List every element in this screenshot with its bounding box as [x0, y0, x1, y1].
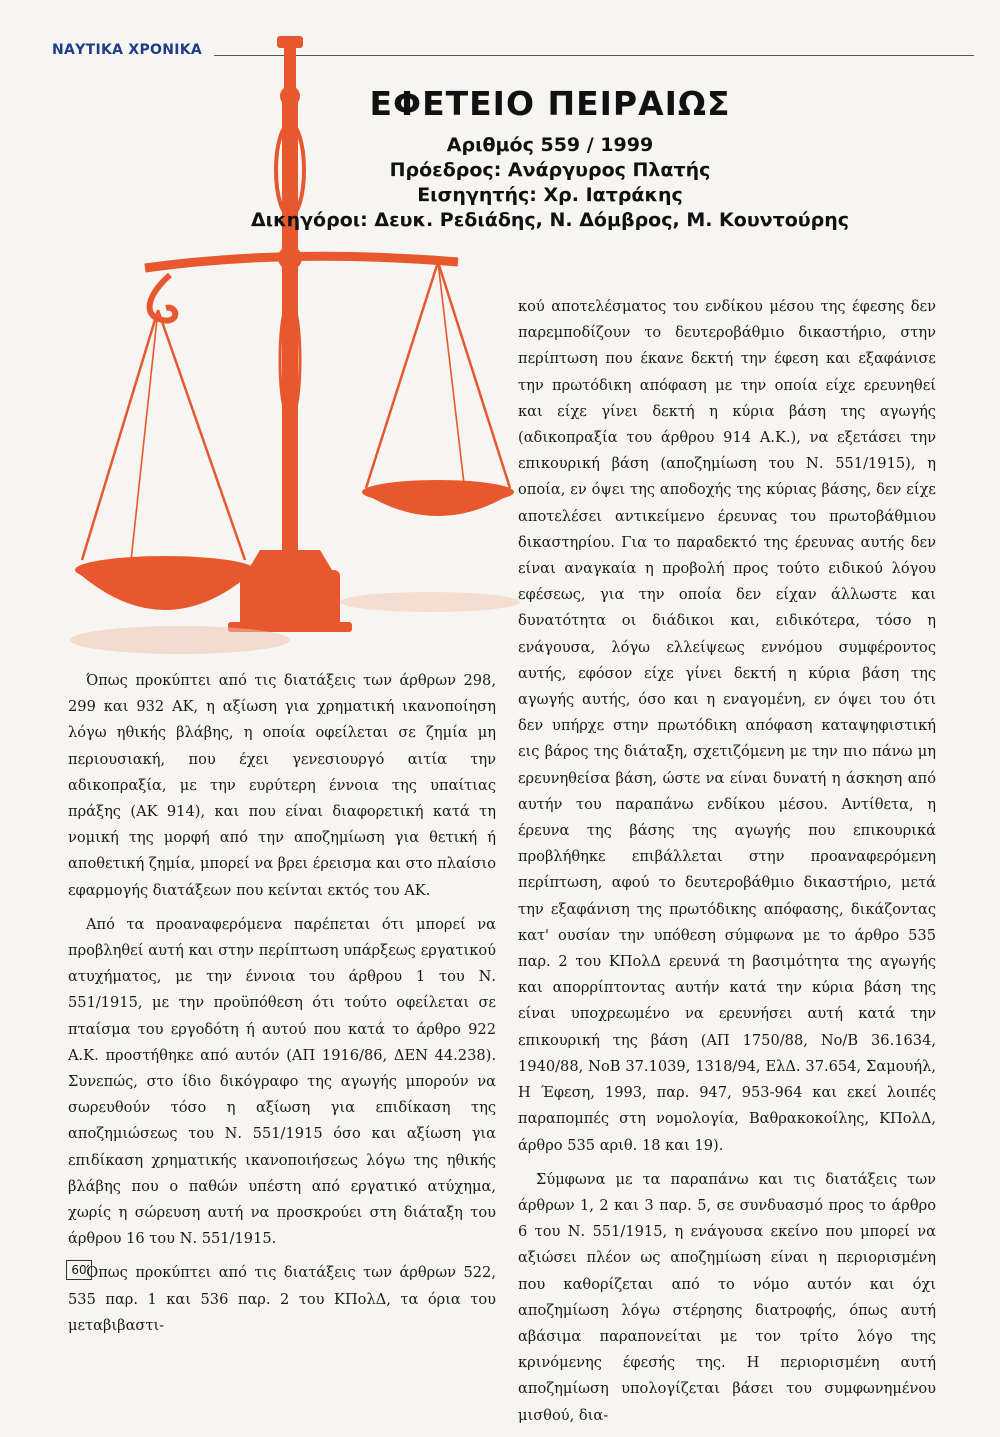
- rapporteur-line: Εισηγητής: Χρ. Ιατράκης: [417, 184, 683, 206]
- right-column: [518, 294, 936, 1437]
- paragraph: κού αποτελέσματος του ενδίκου μέσου της έφεσης δεν παρεμποδίζουν το δευτεροβάθμιο δικαστήριο, στην περίπτωση που έκανε δεκτή την έφεση και εξαφάνισε την πρωτόδικη απόφαση με την οποία είχε ερευνηθεί και είχε γίνει δεκτή η κύρια βάση της αγωγής (αδικοπραξία του άρθρου 914 Α.Κ.), να εξετάσει την επικουρική βάση (αποζημίωση του Ν. 551/1915), η οποία, εν όψει της αποδοχής της κύριας βάσης, δεν είχε αποτελέσει αντικείμενο έρευνας του πρωτοβάθμιου δικαστηρίου. Για το παραδεκτό της έρευνας αυτής δεν είναι αναγκαία η προβολή προς τούτο ειδικού λόγου εφέσεως, για την οποία δεν είχαν άλλωστε και δυνατότητα οι διάδικοι και, ειδικότερα, τόσο η ενάγουσα, λόγω ελλείψεως εννόμου συμφέροντος αυτής, εφόσον είχε γίνει δεκτή η κύρια βάση της αγωγής αυτής, όσο και η εναγομένη, εν όψει του ότι δεν υπήρχε στην πρωτόδικη απόφαση καταψηφιστική εις βάρος της διάταξη, σχετιζόμενη με την πιο πάνω μη ερευνηθείσα βάση, ώστε να είναι δυνατή η άσκηση από αυτήν του παραπάνω ενδίκου μέσου. Αντίθετα, η έρευνα της βάσης της αγωγής που επικουρικά προβλήθηκε επιβάλλεται στην προαναφερόμενη περίπτωση, αφού το δευτεροβάθμιο δικαστήριο, μετά την εξαφάνιση της πρωτόδικης απόφασης, δικάζοντας κατ' ουσίαν την υπόθεση σύμφωνα με το άρθρο 535 παρ. 2 του ΚΠολΔ ερευνά τη βασιμότητα της αγωγής και απορρίπτοντας αυτήν κατά την κύρια βάση της είναι υποχρεωμένο να ερευνήσει αυτή κατά την επικουρική της βάση (ΑΠ 1750/88, Νο/Β 36.1634, 1940/88, ΝοΒ 37.1039, 1318/94, ΕλΔ. 37.654, Σαμουήλ, Η Έφεση, 1993, παρ. 947, 953-964 και εκεί λοιπές παραπομπές στη νομολογία, Βαθρακοκοίλης, ΚΠολΔ, άρθρο 535 αριθ. 18 και 19).: [518, 298, 936, 1154]
- paragraph: Από τα προαναφερόμενα παρέπεται ότι μπορεί να προβληθεί αυτή και στην περίπτωση υπάρξεως εργατικού ατυχήματος, με την έννοια του άρθρου 1 του Ν. 551/1915, με την προϋπόθεση ότι τούτο οφείλεται σε πταίσμα του εργοδότη ή αυτού που κατά το άρθρο 922 Α.Κ. προστήθηκε από αυτόν (ΑΠ 1916/86, ΔΕΝ 44.238). Συνεπώς, στο ίδιο δικόγραφο της αγωγής μπορούν να σωρευθούν τόσο η αξίωση για επιδίκαση της αποζημιώσεως του Ν. 551/1915 όσο και αξίωση για επιδίκαση χρηματικής ικανοποιήσεως λόγω της ηθικής βλάβης που ο παθών υπέστη από εργατικό ατύχημα, χωρίς η σώρευση αυτή να προσκρούει στη διάταξη του άρθρου 16 του Ν. 551/1915.: [68, 915, 496, 1248]
- page-number: 60: [66, 1260, 92, 1280]
- paragraph: Όπως προκύπτει από τις διατάξεις των άρθρων 298, 299 και 932 ΑΚ, η αξίωση για χρηματική ικανοποίηση λόγω ηθικής βλάβης, η οποία οφείλεται σε ζημία μη περιουσιακή, που έχει γενεσιουργό αιτία την αδικοπραξία, με την ευρύτερη έννοια της υπαίτιας πράξης (ΑΚ 914), και που είναι διαφορετική κατά τη νομική της μορφή από την αποζημίωση για θετική ή αποθετική ζημία, μπορεί να βρει έρεισμα και στο πλαίσιο εφαρμογής διατάξεων που κείνται εκτός του ΑΚ.: [68, 672, 496, 899]
- case-number: Αριθμός 559 / 1999: [446, 134, 654, 156]
- lawyers-line: Δικηγόροι: Δευκ. Ρεδιάδης, Ν. Δόμβρος, Μ. Κουντούρης: [250, 209, 850, 231]
- magazine-name: ΝΑΥΤΙΚΑ ΧΡΟΝΙΚΑ: [52, 42, 203, 58]
- paragraph: Σύμφωνα με τα παραπάνω και τις διατάξεις των άρθρων 1, 2 και 3 παρ. 5, σε συνδυασμό προς το άρθρο 6 του Ν. 551/1915, η ενάγουσα εκείνο που μπορεί να αξιώσει πλέον ως αποζημίωση είναι η περιορισμένη που καθορίζεται από το νόμο αυτόν και όχι αποζημίωση λόγω στέρησης διατροφής, όπως αυτή αβάσιμα παραπονείται με τον τρίτο λόγο της κρινόμενης έφεσής της. Η περιορισμένη αυτή αποζημίωση υπολογίζεται βάσει του συμφωνημένου μισθού, δια-: [518, 1170, 936, 1424]
- paragraph: Όπως προκύπτει από τις διατάξεις των άρθρων 522, 535 παρ. 1 και 536 παρ. 2 του ΚΠολΔ, τα όρια του μεταβιβαστι-: [68, 1264, 496, 1334]
- court-title: ΕΦΕΤΕΙΟ ΠΕΙΡΑΙΩΣ: [369, 84, 731, 123]
- left-column: [68, 668, 496, 1347]
- president-line: Πρόεδρος: Ανάργυρος Πλατής: [389, 159, 711, 181]
- case-heading: [210, 84, 890, 233]
